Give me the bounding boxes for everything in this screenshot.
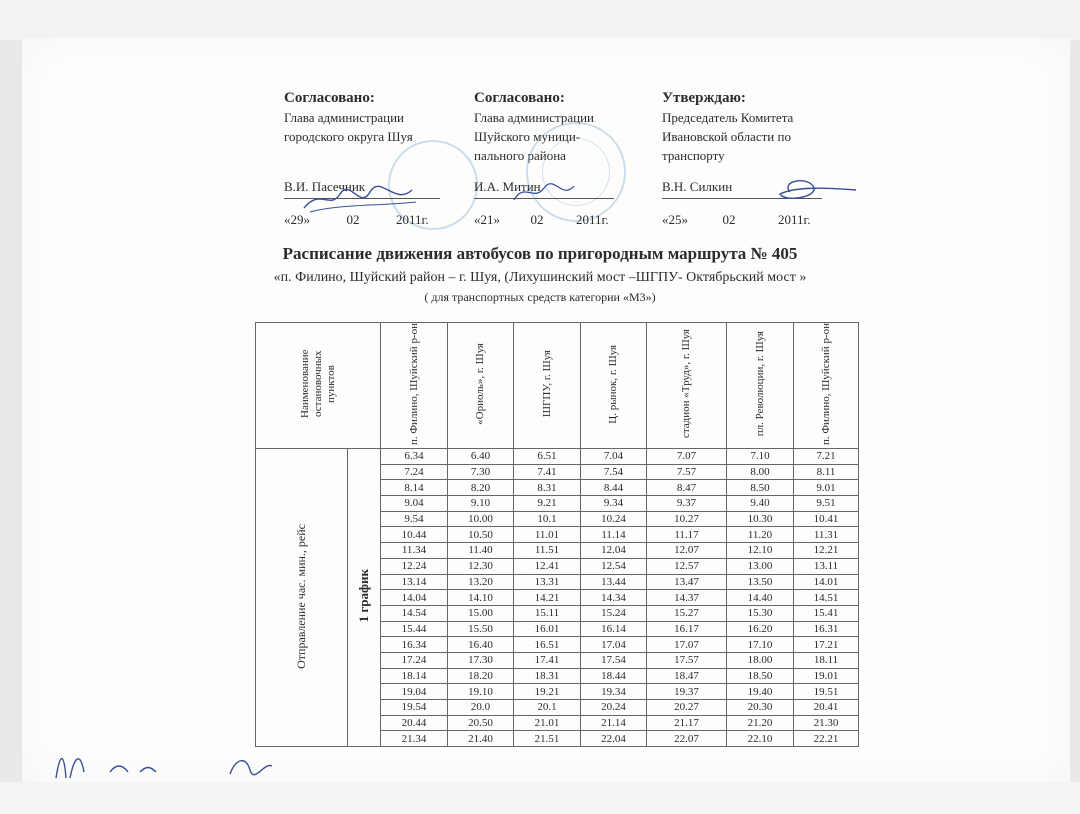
departure-time-cell: 15.41 <box>794 605 859 621</box>
departure-time-cell: 7.54 <box>581 464 647 480</box>
departure-time-cell: 7.41 <box>514 464 581 480</box>
stop-name: Ц. рынок, г. Шуя <box>607 344 619 424</box>
departure-time-cell: 10.00 <box>448 511 514 527</box>
departure-time-cell: 7.30 <box>448 464 514 480</box>
stop-name: п. Филино, Шуйский р-он <box>407 323 420 446</box>
departure-time-cell: 14.10 <box>448 590 514 606</box>
departure-time-cell: 12.24 <box>381 558 448 574</box>
departure-time-cell: 17.10 <box>727 637 794 653</box>
departure-time-cell: 19.51 <box>794 684 859 700</box>
vehicle-category: ( для транспортных средств категории «М3») <box>424 290 656 304</box>
departure-time-cell: 12.04 <box>581 543 647 559</box>
departure-time-cell: 15.00 <box>448 605 514 621</box>
approval-date <box>474 212 609 228</box>
departure-time-cell: 14.01 <box>794 574 859 590</box>
departure-time-cell: 17.24 <box>381 652 448 668</box>
date-year: 2011г. <box>396 212 429 227</box>
departure-time-cell: 12.10 <box>727 543 794 559</box>
departure-time-cell: 8.31 <box>514 480 581 496</box>
departure-side-label: Отправление час. мин., рейс <box>294 523 308 669</box>
departure-time-cell: 9.51 <box>794 496 859 512</box>
approval-line: Председатель Комитета <box>662 110 794 125</box>
departure-time-cell: 8.44 <box>581 480 647 496</box>
departure-time-cell: 15.27 <box>647 605 727 621</box>
approval-date <box>662 212 811 228</box>
stop-name: стадион «Труд», г. Шуя <box>680 329 692 439</box>
departure-time-cell: 11.31 <box>794 527 859 543</box>
schedule-group-label: 1 график <box>356 569 371 623</box>
departure-time-cell: 21.40 <box>448 731 514 747</box>
departure-time-cell: 15.44 <box>381 621 448 637</box>
departure-time-cell: 14.54 <box>381 605 448 621</box>
departure-time-cell: 9.40 <box>727 496 794 512</box>
departure-time-cell: 17.41 <box>514 652 581 668</box>
departure-time-cell: 17.21 <box>794 637 859 653</box>
departure-time-cell: 7.21 <box>794 449 859 465</box>
stop-name: п. Филино, Шуйский р-он <box>819 323 832 446</box>
departure-time-cell: 19.37 <box>647 684 727 700</box>
departure-time-cell: 16.17 <box>647 621 727 637</box>
departure-time-cell: 19.54 <box>381 700 448 716</box>
departure-time-cell: 20.41 <box>794 700 859 716</box>
schedule-group-header <box>348 449 381 747</box>
approval-line: Шуйского муници- <box>474 129 581 144</box>
departure-time-cell: 22.10 <box>727 731 794 747</box>
departure-time-cell: 10.44 <box>381 527 448 543</box>
signer-name: В.И. Пасечник <box>284 179 366 194</box>
stop-name-cell <box>514 323 581 449</box>
departure-time-cell: 8.20 <box>448 480 514 496</box>
stop-names-header <box>256 323 381 449</box>
handwritten-signature <box>510 178 580 208</box>
stop-name-cell <box>448 323 514 449</box>
departure-time-cell: 21.51 <box>514 731 581 747</box>
departure-time-cell: 6.40 <box>448 449 514 465</box>
stop-name-cell <box>794 323 859 449</box>
departure-time-cell: 10.24 <box>581 511 647 527</box>
departure-time-cell: 9.37 <box>647 496 727 512</box>
approval-date <box>284 212 429 228</box>
approval-heading: Согласовано: <box>284 90 375 106</box>
departure-time-cell: 12.41 <box>514 558 581 574</box>
approval-line: Глава администрации <box>284 110 405 125</box>
departure-time-cell: 6.51 <box>514 449 581 465</box>
departure-side-header <box>256 449 348 747</box>
departure-time-cell: 20.44 <box>381 715 448 731</box>
departure-time-cell: 12.21 <box>794 543 859 559</box>
date-day: «25» <box>662 212 688 227</box>
departure-time-cell: 11.17 <box>647 527 727 543</box>
departure-time-cell: 21.30 <box>794 715 859 731</box>
stop-header-row <box>256 323 859 449</box>
stop-name: «Ориоль», г. Шуя <box>474 343 486 425</box>
departure-time-cell: 18.47 <box>647 668 727 684</box>
departure-time-cell: 16.51 <box>514 637 581 653</box>
departure-time-cell: 15.50 <box>448 621 514 637</box>
signer-name: В.Н. Силкин <box>662 179 733 194</box>
departure-time-cell: 14.40 <box>727 590 794 606</box>
departure-time-cell: 11.14 <box>581 527 647 543</box>
departure-time-cell: 18.44 <box>581 668 647 684</box>
departure-time-cell: 11.01 <box>514 527 581 543</box>
departure-time-cell: 12.57 <box>647 558 727 574</box>
departure-time-cell: 21.17 <box>647 715 727 731</box>
stop-name: пл. Революции, г. Шуя <box>753 331 766 437</box>
departure-time-cell: 19.40 <box>727 684 794 700</box>
departure-time-cell: 9.54 <box>381 511 448 527</box>
approval-heading: Утверждаю: <box>662 90 746 106</box>
departure-time-cell: 20.0 <box>448 700 514 716</box>
departure-time-cell: 19.34 <box>581 684 647 700</box>
departure-time-cell: 10.30 <box>727 511 794 527</box>
departure-time-cell: 8.11 <box>794 464 859 480</box>
departure-time-cell: 13.14 <box>381 574 448 590</box>
departure-time-cell: 17.04 <box>581 637 647 653</box>
departure-time-cell: 9.21 <box>514 496 581 512</box>
departure-time-cell: 13.31 <box>514 574 581 590</box>
viewer-top-bar <box>0 0 1080 40</box>
stop-name-cell <box>647 323 727 449</box>
departure-time-cell: 17.30 <box>448 652 514 668</box>
departure-time-cell: 8.50 <box>727 480 794 496</box>
departure-time-cell: 17.57 <box>647 652 727 668</box>
departure-time-cell: 15.30 <box>727 605 794 621</box>
departure-time-cell: 10.50 <box>448 527 514 543</box>
departure-time-cell: 14.21 <box>514 590 581 606</box>
departure-time-cell: 18.11 <box>794 652 859 668</box>
departure-time-cell: 22.21 <box>794 731 859 747</box>
departure-time-cell: 9.34 <box>581 496 647 512</box>
departure-time-cell: 16.01 <box>514 621 581 637</box>
departure-time-cell: 22.07 <box>647 731 727 747</box>
date-year: 2011г. <box>778 212 811 227</box>
approval-line: городского округа Шуя <box>284 129 413 144</box>
departure-time-cell: 20.1 <box>514 700 581 716</box>
departure-time-cell: 11.34 <box>381 543 448 559</box>
departure-time-cell: 16.31 <box>794 621 859 637</box>
document-title: Расписание движения автобусов по пригородным маршрута № 405 <box>282 244 798 263</box>
departure-time-cell: 10.41 <box>794 511 859 527</box>
schedule-table <box>255 322 859 747</box>
departure-time-cell: 20.24 <box>581 700 647 716</box>
handwritten-note <box>50 742 280 782</box>
stop-name: ШГПУ, г. Шуя <box>540 350 553 418</box>
departure-time-cell: 14.04 <box>381 590 448 606</box>
stop-name-cell <box>581 323 647 449</box>
departure-time-cell: 7.57 <box>647 464 727 480</box>
departure-time-cell: 16.20 <box>727 621 794 637</box>
departure-time-cell: 19.10 <box>448 684 514 700</box>
departure-time-cell: 15.11 <box>514 605 581 621</box>
departure-time-cell: 7.10 <box>727 449 794 465</box>
date-day: «21» <box>474 212 500 227</box>
date-month: 02 <box>530 212 544 227</box>
departure-time-cell: 18.14 <box>381 668 448 684</box>
departure-time-cell: 22.04 <box>581 731 647 747</box>
departure-time-cell: 21.20 <box>727 715 794 731</box>
departure-time-cell: 14.34 <box>581 590 647 606</box>
route-description: «п. Филино, Шуйский район – г. Шуя, (Лихушинский мост –ШГПУ- Октябрьский мост » <box>273 270 807 285</box>
approval-heading: Согласовано: <box>474 90 565 106</box>
approval-line: транспорту <box>662 148 725 163</box>
date-month: 02 <box>722 212 736 227</box>
departure-time-cell: 11.51 <box>514 543 581 559</box>
departure-time-cell: 15.24 <box>581 605 647 621</box>
departure-time-cell: 19.04 <box>381 684 448 700</box>
departure-time-cell: 10.1 <box>514 511 581 527</box>
departure-time-cell: 19.01 <box>794 668 859 684</box>
approval-line: пального района <box>474 148 566 163</box>
departure-time-cell: 18.20 <box>448 668 514 684</box>
departure-time-cell: 12.30 <box>448 558 514 574</box>
departure-time-cell: 16.34 <box>381 637 448 653</box>
departure-time-cell: 18.50 <box>727 668 794 684</box>
departure-time-cell: 12.07 <box>647 543 727 559</box>
departure-time-cell: 8.00 <box>727 464 794 480</box>
departure-time-cell: 17.07 <box>647 637 727 653</box>
departure-time-cell: 13.44 <box>581 574 647 590</box>
departure-time-cell: 8.14 <box>381 480 448 496</box>
departure-time-cell: 21.14 <box>581 715 647 731</box>
departure-time-cell: 18.31 <box>514 668 581 684</box>
departure-time-cell: 9.10 <box>448 496 514 512</box>
departure-time-cell: 12.54 <box>581 558 647 574</box>
departure-time-cell: 17.54 <box>581 652 647 668</box>
departure-time-cell: 13.11 <box>794 558 859 574</box>
departure-time-cell: 14.37 <box>647 590 727 606</box>
departure-time-cell: 21.34 <box>381 731 448 747</box>
stop-name-cell <box>727 323 794 449</box>
departure-time-cell: 8.47 <box>647 480 727 496</box>
departure-time-cell: 16.40 <box>448 637 514 653</box>
departure-time-cell: 7.04 <box>581 449 647 465</box>
departure-time-cell: 21.01 <box>514 715 581 731</box>
departure-time-cell: 7.07 <box>647 449 727 465</box>
departure-time-cell: 13.20 <box>448 574 514 590</box>
date-year: 2011г. <box>576 212 609 227</box>
stop-header-label: Наименование остановочных пунктов <box>298 349 337 419</box>
handwritten-signature <box>760 172 860 212</box>
departure-time-cell: 13.50 <box>727 574 794 590</box>
departure-time-cell: 13.00 <box>727 558 794 574</box>
viewer-bottom-bar <box>0 782 1080 814</box>
approval-block-3 <box>662 88 793 165</box>
departure-time-cell: 20.50 <box>448 715 514 731</box>
departure-time-cell: 16.14 <box>581 621 647 637</box>
departure-time-cell: 13.47 <box>647 574 727 590</box>
date-month: 02 <box>346 212 360 227</box>
departure-time-cell: 14.51 <box>794 590 859 606</box>
departure-time-cell: 11.40 <box>448 543 514 559</box>
departure-time-cell: 10.27 <box>647 511 727 527</box>
departure-time-cell: 20.27 <box>647 700 727 716</box>
departure-time-cell: 18.00 <box>727 652 794 668</box>
stop-name-cell <box>381 323 448 449</box>
schedule-row <box>256 449 859 465</box>
approval-line: Глава администрации <box>474 110 595 125</box>
departure-time-cell: 9.01 <box>794 480 859 496</box>
departure-time-cell: 7.24 <box>381 464 448 480</box>
departure-time-cell: 11.20 <box>727 527 794 543</box>
signer-name: И.А. Митин <box>474 179 541 194</box>
departure-time-cell: 9.04 <box>381 496 448 512</box>
date-day: «29» <box>284 212 310 227</box>
departure-time-cell: 19.21 <box>514 684 581 700</box>
approval-line: Ивановской области по <box>662 129 791 144</box>
departure-time-cell: 6.34 <box>381 449 448 465</box>
approval-block-1 <box>284 88 413 146</box>
departure-time-cell: 20.30 <box>727 700 794 716</box>
